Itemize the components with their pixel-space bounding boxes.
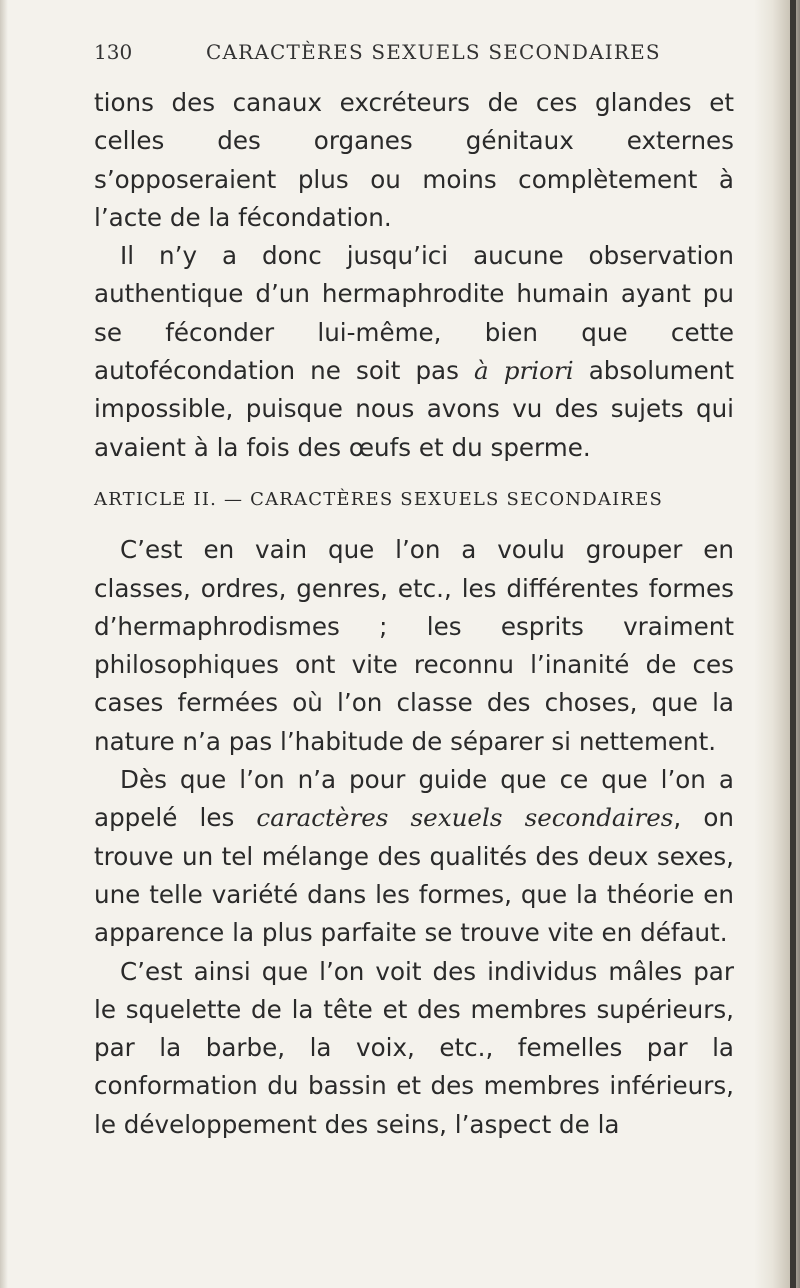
paragraph-1: tions des canaux excréteurs de ces glandes et celles des organes génitaux externes s’opposeraient plus ou moins complètement à l’acte de la fécondation. <box>94 88 734 232</box>
paragraph-4-italic: caractères sexuels secondaires <box>256 803 674 833</box>
paragraph-2-italic: à priori <box>474 356 574 386</box>
book-spine <box>790 0 796 1288</box>
paragraph-4 <box>94 761 734 952</box>
paragraph-3: C’est en vain que l’on a voulu grouper en classes, ordres, genres, etc., les différentes formes d’hermaphrodismes ; les esprits vraiment philosophiques ont vite reconnu l’inanité de ces cases fermées où l’on classe des choses, que la nature n’a pas l’habitude de séparer si nettement. <box>94 535 734 756</box>
running-title: CARACTÈRES SEXUELS SECONDAIRES <box>206 40 661 64</box>
section-heading: ARTICLE II. — CARACTÈRES SEXUELS SECONDAIRES <box>94 488 664 510</box>
page-header <box>94 40 734 84</box>
paragraph-2-text-a: Il n’y a donc jusqu’ici aucune observation authentique d’un hermaphrodite humain ayant pu se féconder lui-même, bien que cette autofécondation ne soit pas <box>94 241 734 386</box>
book-page <box>94 40 734 1144</box>
page-body <box>94 84 734 1144</box>
paragraph-4-text-a: Dès que l’on n’a pour guide que ce que l’on a appelé les <box>94 765 734 833</box>
page-number: 130 <box>94 40 133 64</box>
paragraph-2 <box>94 237 734 467</box>
page-left-edge <box>0 0 8 1288</box>
paragraph-4-text-b: , on trouve un tel mélange des qualités des deux sexes, une telle variété dans les formes, que la théorie en apparence la plus parfaite se trouve vite en défaut. <box>94 803 734 948</box>
paragraph-5: C’est ainsi que l’on voit des individus mâles par le squelette de la tête et des membres supérieurs, par la barbe, la voix, etc., femelles par la conformation du bassin et des membres inférieurs, le développement des seins, l’aspect de la <box>94 956 734 1139</box>
paragraph-2-text-b: absolument impossible, puisque nous avons vu des sujets qui avaient à la fois des œufs et du sperme. <box>94 356 734 462</box>
